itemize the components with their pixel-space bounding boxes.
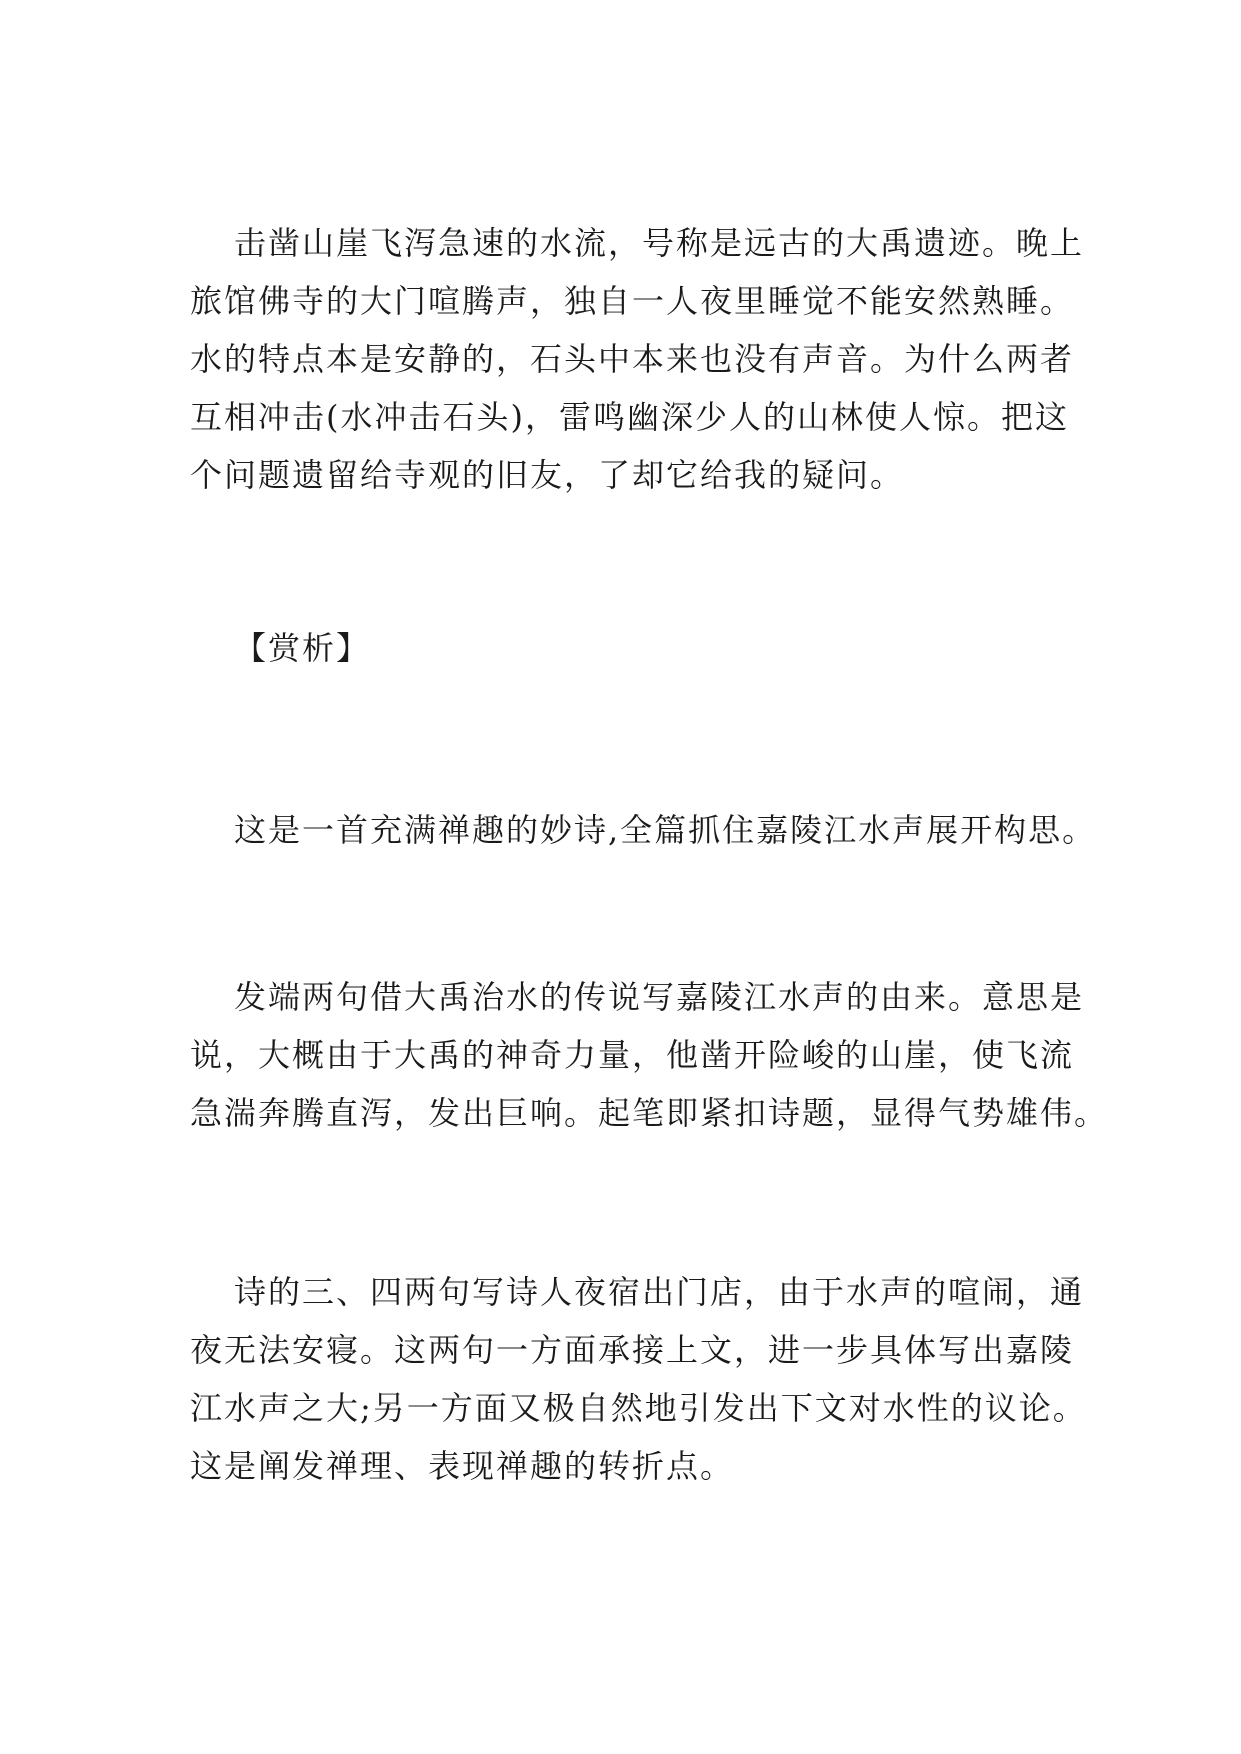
text-line: 个问题遗留给寺观的旧友，了却它给我的疑问。 <box>190 456 905 494</box>
section-heading-appreciation <box>190 619 1090 677</box>
text-line: 急湍奔腾直泻，发出巨响。起笔即紧扣诗题，显得气势雄伟。 <box>190 1094 1109 1132</box>
text-line: 说，大概由于大禹的神奇力量，他凿开险峻的山崖，使飞流 <box>190 1036 1075 1074</box>
section-heading: 【赏析】 <box>234 629 371 667</box>
paragraph-third-fourth-lines <box>190 1263 1090 1495</box>
text-line: 旅馆佛寺的大门喧腾声，独自一人夜里睡觉不能安然熟睡。 <box>190 282 1075 320</box>
text-line: 水的特点本是安静的，石头中本来也没有声音。为什么两者 <box>190 340 1075 378</box>
text-line: 击凿山崖飞泻急速的水流，号称是远古的大禹遗迹。晚上 <box>234 224 1085 262</box>
text-line: 发端两句借大禹治水的传说写嘉陵江水声的由来。意思是 <box>234 978 1085 1016</box>
paragraph-intro <box>190 801 1097 859</box>
text-line: 这是阐发禅理、表现禅趣的转折点。 <box>190 1447 735 1485</box>
text-line: 这是一首充满禅趣的妙诗,全篇抓住嘉陵江水声展开构思。 <box>234 811 1097 849</box>
text-line: 江水声之大;另一方面又极自然地引发出下文对水性的议论。 <box>190 1389 1087 1427</box>
text-line: 诗的三、四两句写诗人夜宿出门店，由于水声的喧闹，通 <box>234 1273 1085 1311</box>
text-line: 夜无法安寝。这两句一方面承接上文，进一步具体写出嘉陵 <box>190 1331 1075 1369</box>
paragraph-translation <box>190 214 1090 504</box>
text-line: 互相冲击(水冲击石头)，雷鸣幽深少人的山林使人惊。把这 <box>190 398 1069 436</box>
paragraph-opening-lines <box>190 968 1109 1142</box>
